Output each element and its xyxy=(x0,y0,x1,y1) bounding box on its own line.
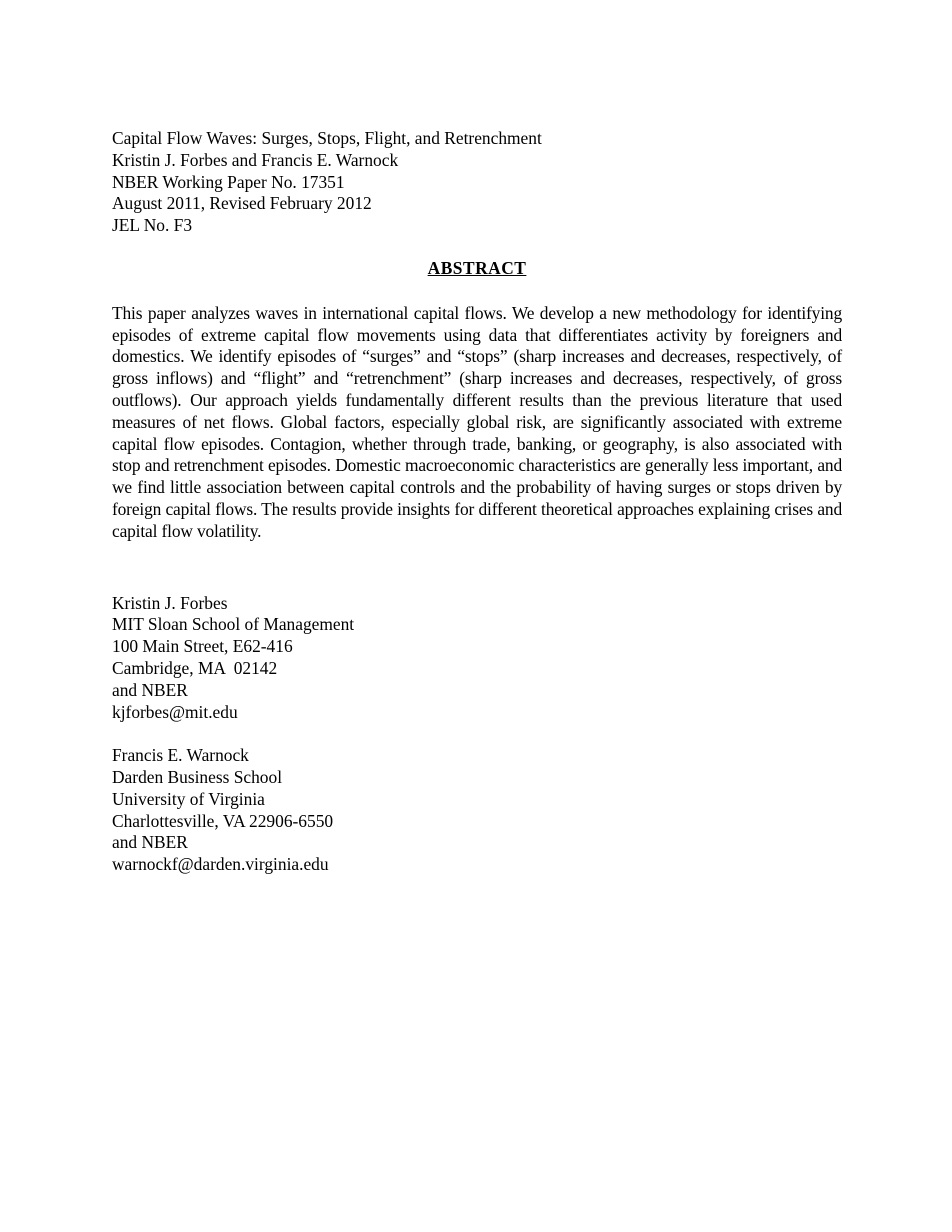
author-contact-block-forbes xyxy=(112,593,842,724)
abstract-heading xyxy=(112,258,842,280)
author-street-address: 100 Main Street, E62-416 xyxy=(112,636,293,657)
abstract-paragraph: This paper analyzes waves in international capital flows. We develop a new methodology for identifying episodes of extreme capital flow movements using data that differentiates activity by foreigners and domestics. We identify episodes of “surges” and “stops” (sharp increases and decreases, respectively, of gross inflows) and “flight” and “retrenchment” (sharp increases and decreases, respectively, of gross outflows). Our approach yields fundamentally different results than the previous literature that used measures of net flows. Global factors, especially global risk, are significantly associated with extreme capital flow episodes. Contagion, whether through trade, banking, or geography, is also associated with stop and retrenchment episodes. Domestic macroeconomic characteristics are generally less important, and we find little association between capital controls and the probability of having surges or stops driven by foreign capital flows. The results provide insights for different theoretical approaches explaining crises and capital flow volatility. xyxy=(112,302,842,541)
paper-header xyxy=(112,128,842,237)
author-contact-block-warnock xyxy=(112,745,842,876)
author-city-state-zip: Charlottesville, VA 22906-6550 xyxy=(112,810,334,831)
jel-code: JEL No. F3 xyxy=(112,215,193,236)
paper-date: August 2011, Revised February 2012 xyxy=(112,193,372,214)
author-nber-affiliation: and NBER xyxy=(112,832,188,853)
author-email: kjforbes@mit.edu xyxy=(112,701,238,722)
author-name: Kristin J. Forbes xyxy=(112,592,228,613)
abstract-heading-text: ABSTRACT xyxy=(427,257,527,278)
author-email: warnockf@darden.virginia.edu xyxy=(112,854,329,875)
author-university: University of Virginia xyxy=(112,788,265,809)
author-affiliation: MIT Sloan School of Management xyxy=(112,614,355,635)
working-paper-number: NBER Working Paper No. 17351 xyxy=(112,171,345,192)
author-nber-affiliation: and NBER xyxy=(112,679,188,700)
author-affiliation: Darden Business School xyxy=(112,766,283,787)
paper-authors: Kristin J. Forbes and Francis E. Warnock xyxy=(112,149,399,170)
author-name: Francis E. Warnock xyxy=(112,745,249,766)
paper-title: Capital Flow Waves: Surges, Stops, Flight, and Retrenchment xyxy=(112,128,542,148)
author-city-state-zip: Cambridge, MA 02142 xyxy=(112,657,278,678)
